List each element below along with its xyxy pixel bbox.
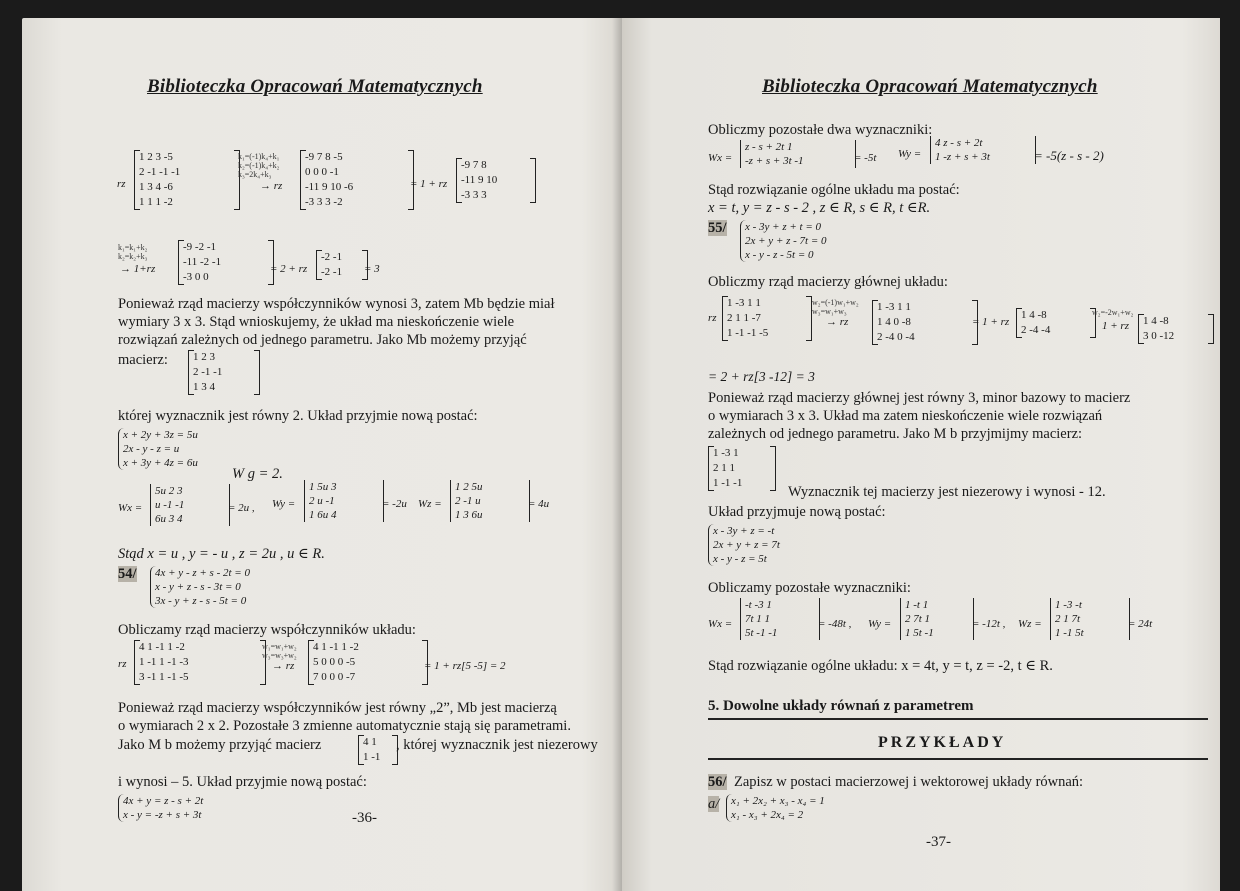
matrix-mb bbox=[188, 350, 260, 395]
left-page-header: Biblioteczka Opracowań Matematycznych bbox=[147, 76, 483, 97]
matrix-row: 1 -1 -1 -5 bbox=[727, 327, 769, 339]
equation-system: 4x + y = z - s + 2t x - y = -z + s + 3t bbox=[118, 794, 203, 822]
determinant-wx: -t -3 1 7t 1 1 5t -1 -1 bbox=[740, 598, 820, 640]
det-label: Wy = bbox=[898, 148, 922, 160]
equation-system: x₁ + 2x₂ + x₃ - x₄ = 1 x₁ - x₃ + 2x₄ = 2 bbox=[726, 794, 825, 822]
matrix-row: 1 2 3 -5 bbox=[139, 151, 173, 163]
det-value: = -48t , bbox=[818, 618, 852, 630]
matrix-row: 1 -1 -1 bbox=[713, 477, 743, 489]
matrix-mb2 bbox=[358, 735, 398, 765]
solution-line: Stąd rozwiązanie ogólne układu: x = 4t, y = t, z = -2, t ∈ R. bbox=[708, 658, 1053, 674]
text-line: , której wyznacznik jest niezerowy bbox=[396, 737, 598, 753]
subexercise-label: a/ bbox=[708, 796, 720, 812]
equation-part: = 2 + rz bbox=[270, 263, 308, 275]
matrix-row: -3 3 3 -2 bbox=[305, 196, 343, 208]
matrix-a bbox=[134, 150, 240, 210]
matrix-k bbox=[1138, 314, 1214, 344]
det-value: = -5(z - s - 2) bbox=[1034, 148, 1104, 163]
matrix-row: 3 0 -12 bbox=[1143, 330, 1175, 342]
matrix-row: -3 3 3 bbox=[461, 189, 487, 201]
matrix-row: 5 0 0 0 -5 bbox=[313, 656, 356, 668]
rz-label: rz bbox=[117, 178, 126, 190]
matrix-j bbox=[1016, 308, 1096, 338]
text-line: macierz: bbox=[118, 352, 168, 368]
text-line: Stąd rozwiązanie ogólne układu ma postać: bbox=[708, 182, 960, 198]
matrix-row: 1 -3 1 bbox=[713, 447, 739, 459]
column-ops: k₁=(-1)k₄+k₁ k₂=(-1)k₄+k₂ k₃=2k₄+k₃ bbox=[238, 152, 280, 179]
determinant-wy: 1 5u 3 2 u -1 1 6u 4 bbox=[304, 480, 384, 522]
matrix-g bbox=[308, 640, 428, 685]
rz-label: rz bbox=[708, 312, 717, 324]
text-line: zależnych od jednego parametru. Jako M b przyjmijmy macierz: bbox=[708, 426, 1083, 442]
equation-system: x - 3y + z = -t 2x + y + z = 7t x - y - z = 5t bbox=[708, 524, 780, 566]
determinant-wz: 1 2 5u 2 -1 u 1 3 6u bbox=[450, 480, 530, 522]
solution-line: Stąd x = u , y = - u , z = 2u , u ∈ R. bbox=[118, 546, 325, 562]
determinant-wy: 1 -t 1 2 7t 1 1 5t -1 bbox=[900, 598, 974, 640]
exercise-number: 56/ bbox=[708, 774, 727, 790]
matrix-row: -2 -1 bbox=[321, 266, 343, 278]
text-line: Obliczamy rząd macierzy współczynników układu: bbox=[118, 622, 416, 638]
examples-heading: PRZYKŁADY bbox=[878, 734, 1007, 751]
solution-line: x = t, y = z - s - 2 , z ∈ R, s ∈ R, t ∈R. bbox=[708, 200, 931, 216]
det-label: Wx = bbox=[708, 618, 733, 630]
det-value: = -5t bbox=[854, 152, 877, 164]
matrix-row: 0 0 0 -1 bbox=[305, 166, 339, 178]
matrix-row: 1 -3 1 1 bbox=[727, 297, 761, 309]
text-line: wymiary 3 x 3. Stąd wnioskujemy, że układ ma nieskończenie wiele bbox=[118, 314, 515, 330]
arrow: → rz bbox=[260, 180, 283, 192]
matrix-row: 1 2 3 bbox=[193, 351, 215, 363]
matrix-f bbox=[134, 640, 266, 685]
column-ops: k₁=k₁+k₂ k₂=k₂+k₃ bbox=[118, 243, 148, 261]
matrix-row: -11 9 10 -6 bbox=[305, 181, 354, 193]
right-page-header: Biblioteczka Opracowań Matematycznych bbox=[762, 76, 1098, 97]
det-label: Wy = bbox=[272, 498, 296, 510]
matrix-c bbox=[456, 158, 536, 203]
page-number: -36- bbox=[352, 810, 377, 826]
rz-label: rz bbox=[118, 658, 127, 670]
matrix-row: 4 1 bbox=[363, 736, 377, 748]
det-value: = -2u bbox=[382, 498, 407, 510]
determinant-wx: 5u 2 3 u -1 -1 6u 3 4 bbox=[150, 484, 230, 526]
det-label: Wz = bbox=[418, 498, 442, 510]
matrix-row: 1 4 -8 bbox=[1143, 315, 1169, 327]
equation-part: 1 + rz bbox=[1102, 320, 1129, 332]
left-page bbox=[22, 18, 622, 891]
matrix-row: 4 1 -1 1 -2 bbox=[313, 641, 359, 653]
text-line: Obliczamy pozostałe wyznaczniki: bbox=[708, 580, 911, 596]
equation-system: 4x + y - z + s - 2t = 0 x - y + z - s - 3t = 0 3x - y + z - s - 5t = 0 bbox=[150, 566, 250, 608]
determinant-wx: z - s + 2t 1 -z + s + 3t -1 bbox=[740, 140, 856, 168]
arrow: → rz bbox=[826, 316, 849, 328]
page-number: -37- bbox=[926, 834, 951, 850]
text-line: Układ przyjmuje nową postać: bbox=[708, 504, 886, 520]
text-line: Obliczmy pozostałe dwa wyznaczniki: bbox=[708, 122, 933, 138]
section-heading: 5. Dowolne układy równań z parametrem bbox=[708, 698, 974, 714]
matrix-mb bbox=[708, 446, 776, 491]
det-label: Wx = bbox=[708, 152, 733, 164]
matrix-row: 3 -1 1 -1 -5 bbox=[139, 671, 189, 683]
arrow: → rz bbox=[272, 660, 295, 672]
matrix-row: 1 -3 1 1 bbox=[877, 301, 911, 313]
equation-system: x + 2y + 3z = 5u 2x - y - z = u x + 3y + 4z = 6u bbox=[118, 428, 198, 470]
matrix-row: 2 -4 0 -4 bbox=[877, 331, 915, 343]
matrix-row: -9 -2 -1 bbox=[183, 241, 216, 253]
row-ops: w₁=w₁+w₂ w₃=w₃+w₂ bbox=[262, 642, 297, 660]
text-line: Obliczmy rząd macierzy głównej układu: bbox=[708, 274, 948, 290]
det-value: = 24t bbox=[1128, 618, 1153, 630]
arrow: → 1+rz bbox=[120, 263, 156, 275]
matrix-row: 1 1 1 -2 bbox=[139, 196, 173, 208]
matrix-row: 1 -1 1 -1 -3 bbox=[139, 656, 189, 668]
det-label: Wz = bbox=[1018, 618, 1042, 630]
equation-part: = 1 + rz bbox=[410, 178, 448, 190]
matrix-row: -3 0 0 bbox=[183, 271, 209, 283]
text-line: i wynosi – 5. Układ przyjmie nową postać: bbox=[118, 774, 367, 790]
text-line: o wymiarach 2 x 2. Pozostałe 3 zmienne automatycznie stają się parametrami. bbox=[118, 718, 571, 734]
det-label: Wx = bbox=[118, 502, 143, 514]
determinant-wz: 1 -3 -t 2 1 7t 1 -1 5t bbox=[1050, 598, 1130, 640]
right-page bbox=[622, 18, 1220, 891]
exercise-number: 55/ bbox=[708, 220, 727, 236]
matrix-row: 2 1 1 -7 bbox=[727, 312, 761, 324]
row-ops: w₂=-2w₁+w₂ bbox=[1092, 308, 1134, 317]
matrix-row: 1 4 0 -8 bbox=[877, 316, 911, 328]
matrix-e bbox=[316, 250, 368, 280]
det-value: = -12t , bbox=[972, 618, 1006, 630]
det-value: = 2u , bbox=[228, 502, 255, 514]
determinant-wy: 4 z - s + 2t 1 -z + s + 3t bbox=[930, 136, 1036, 164]
determinant-value: W g = 2. bbox=[232, 466, 283, 482]
matrix-i bbox=[872, 300, 978, 345]
matrix-row: 2 -4 -4 bbox=[1021, 324, 1051, 336]
det-value: = 4u bbox=[528, 498, 550, 510]
text-line: Ponieważ rząd macierzy głównej jest równy 3, minor bazowy to macierz bbox=[708, 390, 1131, 406]
equation-system: x - 3y + z + t = 0 2x + y + z - 7t = 0 x - y - z - 5t = 0 bbox=[740, 220, 827, 262]
matrix-row: -2 -1 bbox=[321, 251, 343, 263]
equation-part: = 2 + rz[3 -12] = 3 bbox=[708, 369, 815, 384]
divider bbox=[708, 718, 1208, 720]
matrix-h bbox=[722, 296, 812, 341]
exercise-number: 54/ bbox=[118, 566, 137, 582]
text-line: Ponieważ rząd macierzy współczynników jest równy „2”, Mb jest macierzą bbox=[118, 700, 557, 716]
det-label: Wy = bbox=[868, 618, 892, 630]
matrix-row: -9 7 8 -5 bbox=[305, 151, 343, 163]
matrix-row: 1 3 4 bbox=[193, 381, 215, 393]
text-line: rozwiązań zależnych od jednego parametru. Jako Mb możemy przyjąć bbox=[118, 332, 527, 348]
matrix-row: -9 7 8 bbox=[461, 159, 487, 171]
matrix-row: 2 1 1 bbox=[713, 462, 735, 474]
matrix-row: -11 9 10 bbox=[461, 174, 498, 186]
text-line: Ponieważ rząd macierzy współczynników wynosi 3, zatem Mb będzie miał bbox=[118, 296, 555, 312]
equation-part: = 1 + rz[5 -5] = 2 bbox=[424, 660, 506, 672]
text-line: Zapisz w postaci macierzowej i wektorowej układy równań: bbox=[734, 774, 1084, 790]
text-line: o wymiarach 3 x 3. Układ ma zatem nieskończenie wiele rozwiązań bbox=[708, 408, 1103, 424]
matrix-row: 1 4 -8 bbox=[1021, 309, 1047, 321]
text-line: której wyznacznik jest równy 2. Układ przyjmie nową postać: bbox=[118, 408, 478, 424]
equation-part: = 1 + rz bbox=[972, 316, 1010, 328]
matrix-row: 2 -1 -1 bbox=[193, 366, 223, 378]
divider bbox=[708, 758, 1208, 760]
text-line: Wyznacznik tej macierzy jest niezerowy i wynosi - 12. bbox=[788, 484, 1106, 500]
matrix-row: 1 -1 bbox=[363, 751, 381, 763]
matrix-d bbox=[178, 240, 274, 285]
matrix-row: 4 1 -1 1 -2 bbox=[139, 641, 185, 653]
matrix-row: 1 3 4 -6 bbox=[139, 181, 173, 193]
equation-part: = 3 bbox=[364, 263, 380, 275]
matrix-b bbox=[300, 150, 414, 210]
matrix-row: 7 0 0 0 -7 bbox=[313, 671, 356, 683]
matrix-row: -11 -2 -1 bbox=[183, 256, 222, 268]
text-line: Jako M b możemy przyjąć macierz bbox=[118, 737, 322, 753]
row-ops: w₂=(-1)w₁+w₂ w₃=w₁+w₃ bbox=[812, 298, 859, 316]
matrix-row: 2 -1 -1 -1 bbox=[139, 166, 181, 178]
